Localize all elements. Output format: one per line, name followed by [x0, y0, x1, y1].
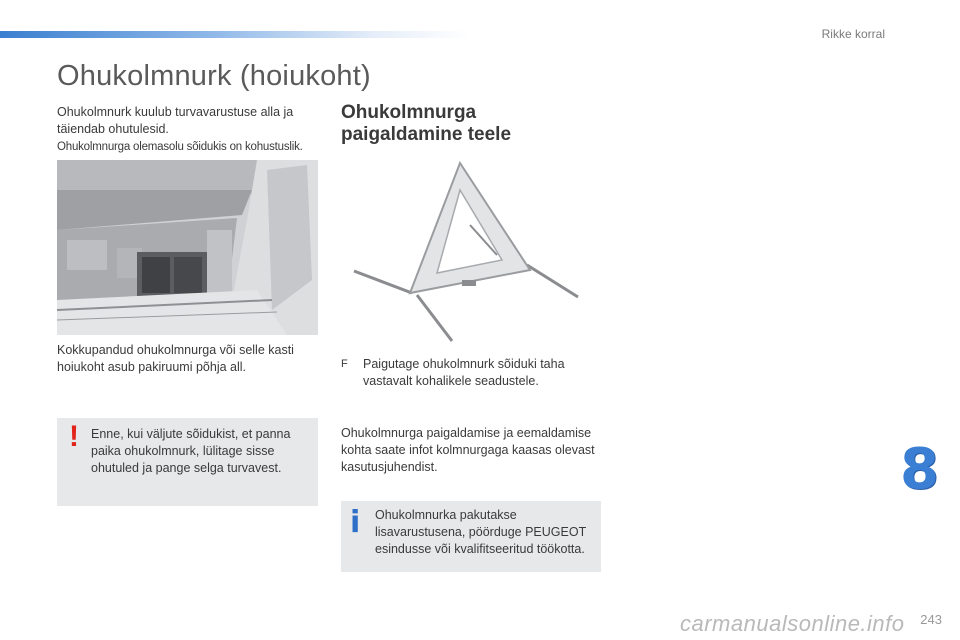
section-subtitle: [341, 102, 511, 146]
obligation-text: Ohukolmnurga olemasolu sõidukis on kohustuslik.: [57, 141, 303, 153]
subtitle-line-1: Ohukolmnurga: [341, 102, 477, 123]
subtitle-line-2: paigaldamine teele: [341, 124, 512, 145]
warning-text: Enne, kui väljute sõidukist, et panna paika ohukolmnurk, lülitage sisse ohutuled ja pange selga turvavest.: [91, 427, 291, 475]
photo-caption: Kokkupandud ohukolmnurga või selle kasti hoiukoht asub pakiruumi põhja all.: [57, 343, 294, 374]
warning-box: [57, 418, 318, 506]
warning-icon: !: [69, 420, 79, 453]
watermark: carmanualsonline.info: [680, 611, 905, 636]
intro-paragraph: [57, 104, 327, 156]
section-label: Rikke korral: [821, 27, 885, 41]
chapter-number: 8: [900, 437, 939, 502]
page-number: 243: [920, 612, 942, 627]
warning-triangle-illustration: [352, 155, 584, 345]
info-icon: i: [350, 505, 361, 540]
info-text: Ohukolmnurka pakutakse lisavarustusena, pöörduge PEUGEOT esindusse või kvalifitseeritud töökotta.: [375, 508, 586, 556]
info-box: [341, 501, 601, 572]
bullet-text: Paigutage ohukolmnurk sõiduki taha vastavalt kohalikele seadustele.: [363, 357, 565, 388]
intro-text: Ohukolmnurk kuulub turvavarustuse alla ja täiendab ohutulesid.: [57, 105, 294, 136]
manual-reference-paragraph: Ohukolmnurga paigaldamise ja eemaldamise kohta saate infot kolmnurgaga kaasas olevast kasutusjuhendist.: [341, 426, 595, 474]
bullet-marker-icon: F: [341, 358, 348, 370]
page-title: Ohukolmnurk (hoiukoht): [57, 60, 371, 92]
trunk-storage-photo: [57, 160, 318, 335]
header-accent-bar: [0, 31, 470, 38]
